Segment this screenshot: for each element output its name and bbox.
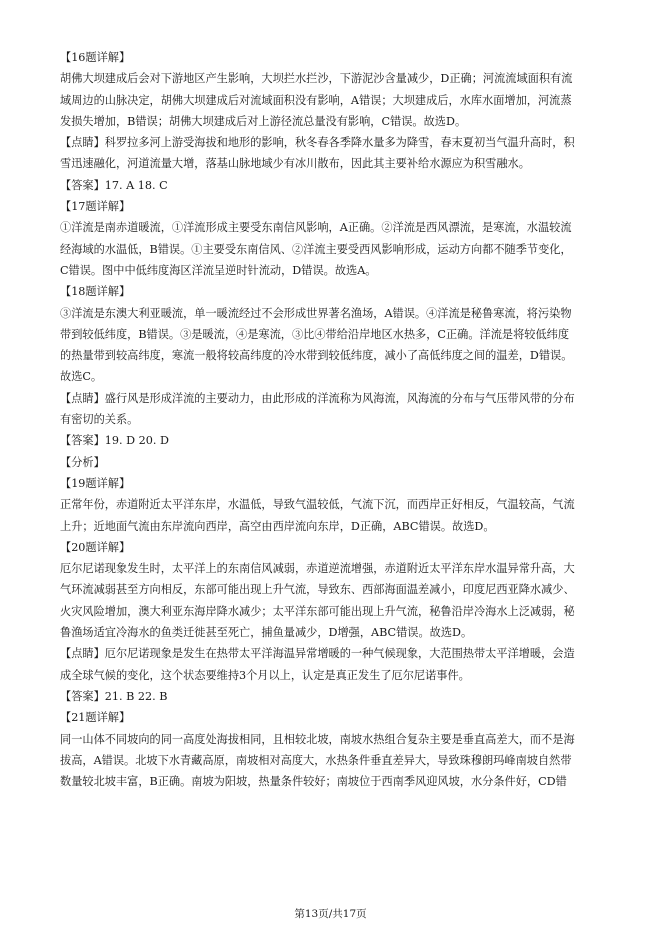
text-line: 雪迅速融化，河道流量大增，落基山脉地域少有冰川散布，因此其主要补给水源应为积雪融水。 bbox=[60, 157, 530, 171]
text-line: 【18题详解】 bbox=[60, 285, 131, 299]
text-line: 【分析】 bbox=[60, 455, 105, 469]
text-line: 数量较北坡丰富，B正确。南坡为阳坡，热量条件较好；南坡位于西南季风迎风坡，水分条件好，CD错 bbox=[60, 775, 567, 789]
page-footer: 第13页/共17页 bbox=[294, 908, 367, 920]
text-line: 【答案】21. B 22. B bbox=[60, 689, 168, 703]
text-line: 胡佛大坝建成后会对下游地区产生影响，大坝拦水拦沙，下游泥沙含量减少，D正确；河流流域面积有流 bbox=[60, 72, 573, 86]
text-line: ①洋流是南赤道暖流，①洋流形成主要受东南信风影响，A正确。②洋流是西风漂流，是寒流，水温较流 bbox=[60, 221, 572, 235]
text-line: 鲁渔场适宜冷海水的鱼类迁徙甚至死亡，捕鱼量减少，D增强，ABC错误。故选D。 bbox=[60, 626, 473, 640]
text-line: 拔高，A错误。北坡下水青藏高原，南坡相对高度大，水热条件垂直差异大，导致珠穆朗玛峰南坡自然带 bbox=[60, 753, 572, 767]
text-line: 【20题详解】 bbox=[60, 540, 131, 554]
text-line: 【点睛】厄尔尼诺现象是发生在热带太平洋海温异常增暖的一种气候现象，大范围热带太平洋增暖，会造 bbox=[60, 647, 575, 661]
text-line: 域周边的山脉决定，胡佛大坝建成后对流域面积没有影响，A错误；大坝建成后，水库水面增加，河流蒸 bbox=[60, 93, 572, 107]
text-line: C错误。图中中低纬度海区洋流呈逆时针流动，D错误。故选A。 bbox=[60, 263, 377, 277]
text-line: ③洋流是东澳大利亚暖流，单一暖流经过不会形成世界著名渔场，A错误。④洋流是秘鲁寒流，将污染物 bbox=[60, 306, 572, 320]
text-line: 【19题详解】 bbox=[60, 476, 131, 490]
text-line: 火灾风险增加，澳大利亚东海岸降水减少；太平洋东部可能出现上升气流，秘鲁沿岸冷海水上泛减弱，秘 bbox=[60, 604, 575, 618]
text-line: 同一山体不同坡向的同一高度处海拔相同，且相较北坡，南坡水热组合复杂主要是垂直高差大，而不是海 bbox=[60, 732, 575, 746]
text-line: 的热量带到较高纬度，寒流一般将较高纬度的冷水带到较低纬度，减小了高低纬度之间的温差，D错误。 bbox=[60, 349, 573, 363]
text-line: 带到较低纬度，B错误。③是暖流，④是寒流，③比④带给沿岸地区水热多，C正确。洋流是将较低纬度 bbox=[60, 327, 570, 341]
document-body bbox=[60, 47, 608, 792]
text-line: 正常年份，赤道附近太平洋东岸，水温低，导致气温较低，气流下沉，而西岸正好相反，气温较高，气流 bbox=[60, 498, 575, 512]
text-line: 气环流减弱甚至方向相反，东部可能出现上升气流，导致东、西部海面温差减小，印度尼西亚降水减少、 bbox=[60, 583, 575, 597]
text-line: 上升；近地面气流由东岸流向西岸，高空由西岸流向东岸，D正确，ABC错误。故选D。 bbox=[60, 519, 495, 533]
text-line: 【16题详解】 bbox=[60, 51, 131, 64]
text-line: 厄尔尼诺现象发生时，太平洋上的东南信风减弱，赤道逆流增强，赤道附近太平洋东岸水温异常升高，大 bbox=[60, 562, 575, 576]
text-line: 【点睛】科罗拉多河上游受海拔和地形的影响，秋冬春各季降水量多为降雪，春末夏初当气温升高时，积 bbox=[60, 136, 575, 150]
text-line: 有密切的关系。 bbox=[60, 413, 139, 427]
text-line: 发损失增加，B错误；胡佛大坝建成后对上游径流总量没有影响，C错误。故选D。 bbox=[60, 114, 467, 128]
text-line: 【答案】19. D 20. D bbox=[60, 434, 169, 448]
text-line: 【点睛】盛行风是形成洋流的主要动力，由此形成的洋流称为风海流，风海流的分布与气压带风带的分布 bbox=[60, 391, 575, 405]
text-line: 【21题详解】 bbox=[60, 711, 131, 725]
text-line: 【答案】17. A 18. C bbox=[60, 178, 168, 192]
text-line: 成全球气候的变化，这个状态要维持3个月以上，认定是真正发生了厄尔尼诺事件。 bbox=[60, 668, 470, 682]
text-line: 【17题详解】 bbox=[60, 200, 131, 214]
text-line: 故选C。 bbox=[60, 370, 103, 384]
text-line: 经海域的水温低，B错误。①主要受东南信风、②洋流主要受西风影响形成，运动方向都不随季节变化， bbox=[60, 242, 572, 256]
